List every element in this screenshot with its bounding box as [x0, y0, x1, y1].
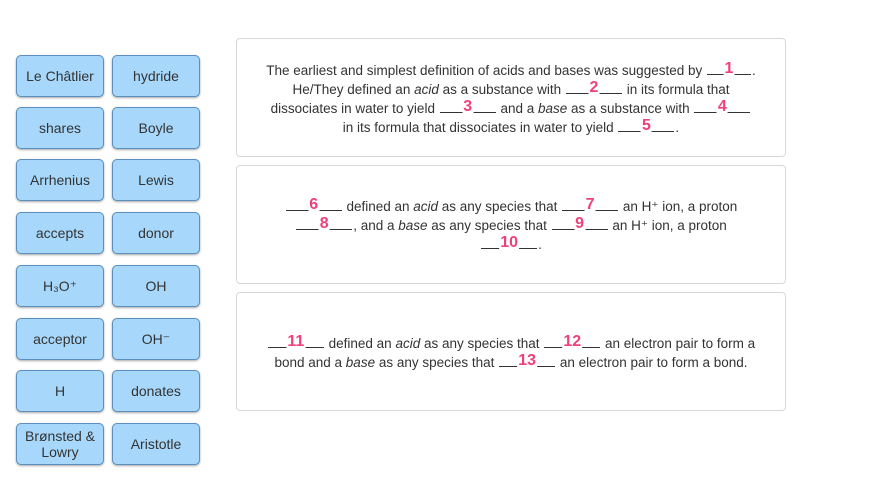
tile-label: Lewis: [138, 172, 174, 188]
tile-boyle[interactable]: [112, 107, 200, 149]
tile-donor[interactable]: [112, 212, 200, 254]
tile-shares[interactable]: [16, 107, 104, 149]
drop-blank-9[interactable]: 9: [552, 215, 608, 230]
tile-accepts[interactable]: [16, 212, 104, 254]
tile-label: Arrhenius: [30, 172, 90, 188]
drop-blank-7[interactable]: 7: [562, 196, 618, 211]
drop-blank-6[interactable]: 6: [286, 196, 342, 211]
tile-label: Le Châtlier: [26, 68, 94, 84]
drop-blank-4[interactable]: 4: [694, 98, 750, 113]
tile-oh-minus[interactable]: [112, 318, 200, 360]
tile-label: Aristotle: [130, 436, 182, 452]
tile-label: shares: [38, 120, 82, 136]
definition-panel-3: [236, 292, 786, 411]
panel-text: 6 defined an acid as any species that 7 an H⁺ ion, a proton 8 , and a base as any species that 9 an H⁺ ion, a proton 10 .: [266, 196, 756, 253]
tile-lewis[interactable]: [112, 159, 200, 201]
tile-acceptor[interactable]: [16, 318, 104, 360]
tile-label: acceptor: [33, 331, 87, 347]
drop-blank-3[interactable]: 3: [440, 98, 496, 113]
drop-blank-2[interactable]: 2: [566, 79, 622, 94]
tile-label: donates: [131, 383, 181, 399]
drop-blank-5[interactable]: 5: [618, 117, 674, 132]
tile-aristotle[interactable]: [112, 423, 200, 465]
tile-hydride[interactable]: [112, 55, 200, 97]
tile-label: Boyle: [138, 120, 174, 136]
tile-arrhenius[interactable]: [16, 159, 104, 201]
tile-le-chatlier[interactable]: [16, 55, 104, 97]
tile-label: donor: [138, 225, 174, 241]
drop-blank-11[interactable]: 11: [268, 333, 324, 348]
tile-bronsted-lowry[interactable]: [16, 423, 104, 465]
tile-label: H: [54, 383, 66, 399]
tile-label: Brønsted & Lowry: [24, 428, 96, 460]
drop-blank-10[interactable]: 10: [481, 234, 537, 249]
tile-donates[interactable]: [112, 370, 200, 412]
tile-label: OH: [145, 278, 167, 294]
tile-oh[interactable]: [112, 265, 200, 307]
drop-blank-8[interactable]: 8: [296, 215, 352, 230]
tile-h[interactable]: [16, 370, 104, 412]
panel-text: 11 defined an acid as any species that 12 an electron pair to form a bond and a base as any species that 13 an electron pair to form a bond.: [266, 333, 756, 371]
drop-blank-1[interactable]: 1: [707, 60, 751, 75]
tile-h3o-plus[interactable]: [16, 265, 104, 307]
definition-panel-2: [236, 165, 786, 284]
panel-text: The earliest and simplest definition of acids and bases was suggested by 1 . He/They defined an acid as a substance with 2 in its formula that dissociates in water to yield 3 and a base as a substance with 4 in its formula that dissociates in water to yield 5 .: [266, 59, 756, 135]
drop-blank-12[interactable]: 12: [544, 333, 600, 348]
tile-label: OH⁻: [141, 331, 171, 347]
tile-label: hydride: [133, 68, 179, 84]
drop-blank-13[interactable]: 13: [499, 352, 555, 367]
tile-label: accepts: [35, 225, 85, 241]
definition-panel-1: [236, 38, 786, 157]
tile-label: H₃O⁺: [42, 278, 78, 294]
